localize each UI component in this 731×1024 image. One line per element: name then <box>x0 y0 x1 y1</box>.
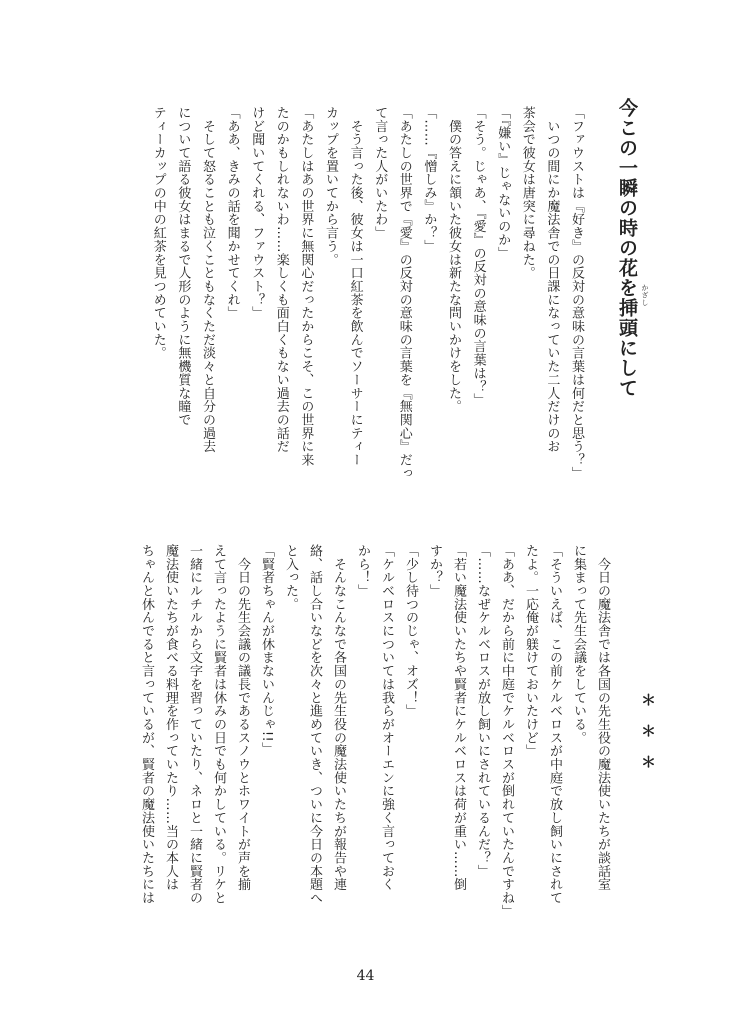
text-column: て言った人がいたわ」 <box>372 106 388 240</box>
text-column: たよ。一応俺が躾けておいたけど」 <box>523 544 538 758</box>
text-column: いつの間にか魔法舎での日課になっていた二人だけのお <box>544 106 560 454</box>
text-column: 「ファウストは『好き』の反対の意味の言葉は何だと思う？」 <box>569 106 584 480</box>
text-column: 「ああ、きみの話を聞かせてくれ」 <box>224 106 240 320</box>
text-column: 「ケルベロスについては我らがオーエンに強く言っておく <box>379 544 394 892</box>
text-column: 魔法使いたちが食べる料理を作っていたり……当の本人は <box>163 544 178 892</box>
text-column: 「そういえば、この前ケルベロスが中庭で放し飼いにされて <box>547 544 562 905</box>
text-column: ティーカップの中の紅茶を見つめていた。 <box>150 106 166 360</box>
text-column: カップを置いてから言う。 <box>323 106 338 267</box>
text-column: 「『嫌い』じゃないのか」 <box>495 106 511 260</box>
text-column: そんなこんなで各国の先生役の魔法使いたちが報告や連 <box>331 544 346 892</box>
text-column: 茶会で彼女は唐突に尋ねた。 <box>519 106 535 280</box>
text-column: そう言った後、彼女は一口紅茶を飲んでソーサーにティー <box>347 106 363 467</box>
section-separator: ＊＊＊ <box>639 692 657 785</box>
text-column: から！」 <box>355 544 370 598</box>
page-number: 44 <box>356 968 375 984</box>
text-column: 「ああ、だから前に中庭でケルベロスが倒れていたんですね」 <box>499 544 514 918</box>
text-column: 一緒にルチルから文字を習っていたり、ネロと一緒に賢者の <box>187 544 202 905</box>
text-column: 絡、話し合いなどを次々と進めていき、ついに今日の本題へ <box>307 544 322 905</box>
text-column: ちゃんと休んでると言っているが、賢者の魔法使いたちには <box>139 544 154 905</box>
text-column: 「そう。じゃあ、『愛』の反対の意味の言葉は？」 <box>470 106 486 407</box>
text-column: 今日の先生会議の議長であるスノウとホワイトが声を揃 <box>235 544 250 892</box>
text-column: 「あたしはあの世界に無関心だったからこそ、この世界に来 <box>298 106 314 467</box>
text-column: に集まって先生会議をしている。 <box>571 544 586 745</box>
chapter-title: 今この一瞬の時の花を挿頭にして <box>616 98 638 398</box>
text-column: と入った。 <box>283 544 298 611</box>
text-column: 「少し待つのじゃ、オズ！」 <box>403 544 418 718</box>
text-column: そして怒ることも泣くこともなくただ淡々と自分の過去 <box>200 106 215 454</box>
text-column: 僕の答えに頷いた彼女は新たな問いかけをした。 <box>446 106 461 414</box>
text-column: 「若い魔法使いたちや賢者にケルベロスは荷が重い……倒 <box>451 544 466 892</box>
text-column: 今日の魔法舎では各国の先生役の魔法使いたちが談話室 <box>595 544 610 892</box>
text-column: 「あたしの世界で『愛』の反対の意味の言葉を『無関心』だっ <box>396 106 412 480</box>
title-ruby: かざし <box>641 284 649 307</box>
text-column: 「……なぜケルベロスが放し飼いにされているんだ？」 <box>475 544 490 878</box>
text-column: えて言ったように賢者は休みの日でも何かしている。リケと <box>211 544 226 905</box>
text-column: 「賢者ちゃんが休まないんじゃ!!」 <box>259 544 274 756</box>
text-column: すか？」 <box>427 544 442 598</box>
text-column: について語る彼女はまるで人形のように無機質な瞳で <box>175 106 191 427</box>
text-column: 「……『憎しみ』か？」 <box>421 106 437 253</box>
text-column: けど聞いてくれる、ファウスト？」 <box>249 106 265 320</box>
text-column: たのかもしれないわ……楽しくも面白くもない過去の話だ <box>273 106 289 454</box>
